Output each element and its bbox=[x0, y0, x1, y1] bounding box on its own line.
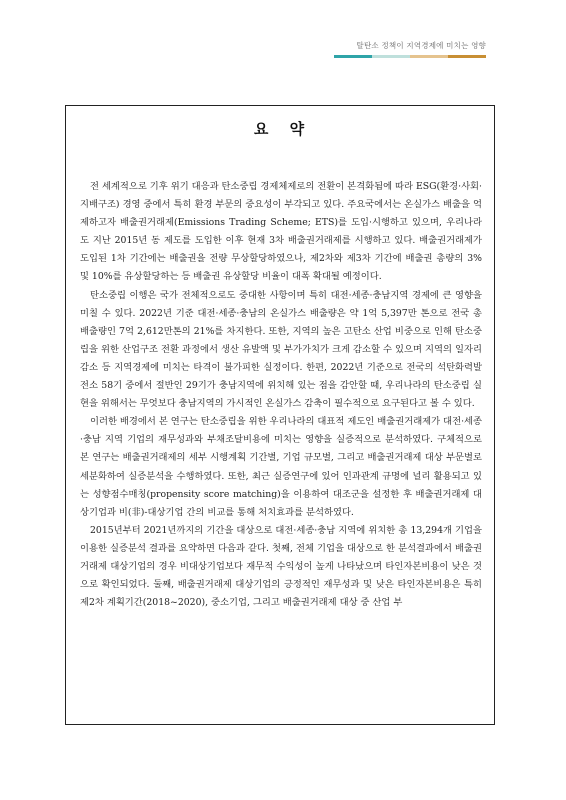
summary-paragraph: 전 세계적으로 기후 위기 대응과 탄소중립 경제체제로의 전환이 본격화됨에 따라 ESG(환경·사회·지배구조) 경영 중에서 특히 환경 부문의 중요성이 부각되고 있다. 주요국에서는 온실가스 배출을 억제하고자 배출권거래제(Emissions Trading Scheme; ETS)를 도입·시행하고 있으며, 우리나라도 지난 2015년 동 제도를 도입한 이후 현재 3차 배출권거래제를 시행하고 있다. 배출권거래제가 도입된 1차 기간에는 배출권을 전량 무상할당하였으나, 제2차와 제3차 기간에 배출권 총량의 3% 및 10%를 유상할당하는 등 배출권 유상할당 비율이 대폭 확대될 예정이다. bbox=[80, 181, 482, 283]
summary-body bbox=[80, 178, 482, 612]
rule-segment bbox=[334, 55, 372, 58]
running-header-title: 탈탄소 정책이 지역경제에 미치는 영향 bbox=[356, 41, 486, 50]
rule-segment bbox=[410, 55, 448, 58]
summary-paragraph: 2015년부터 2021년까지의 기간을 대상으로 대전·세종·충남 지역에 위치한 총 13,294개 기업을 이용한 실증분석 결과를 요약하면 다음과 같다. 첫째, 전체 기업을 대상으로 한 분석결과에서 배출권거래제 대상기업의 경우 비대상기업보다 재무적 수익성이 높게 나타났으며 타인자본비용이 낮은 것으로 확인되었다. 둘째, 배출권거래제 대상기업의 긍정적인 재무성과 및 낮은 타인자본비용은 특히 제2차 계획기간(2018~2020), 중소기업, 그리고 배출권거래제 대상 중 산업 부 bbox=[80, 524, 482, 609]
rule-segment bbox=[448, 55, 486, 58]
rule-segment bbox=[372, 55, 410, 58]
header-color-rule bbox=[334, 55, 486, 58]
summary-title: 요 약 bbox=[253, 120, 313, 138]
summary-paragraph: 탄소중립 이행은 국가 전체적으로도 중대한 사항이며 특히 대전·세종·충남지역 경제에 큰 영향을 미칠 수 있다. 2022년 기준 대전·세종·충남의 온실가스 배출량은 약 1억 5,397만 톤으로 전국 총 배출량인 7억 2,612만톤의 21%를 차지한다. 또한, 지역의 높은 고탄소 산업 비중으로 인해 탄소중립을 위한 산업구조 전환 과정에서 생산 유발액 및 부가가치가 크게 감소할 수 있으며 지역의 일자리 감소 등 지역경제에 미치는 타격이 불가피한 실정이다. 한편, 2022년 기준으로 전국의 석탄화력발전소 58기 중에서 절반인 29기가 충남지역에 위치해 있는 점을 감안할 때, 우리나라의 탄소중립 실현을 위해서는 무엇보다 충남지역의 가시적인 온실가스 감축이 필수적으로 요구된다고 볼 수 있다. bbox=[80, 289, 482, 410]
summary-paragraph: 이러한 배경에서 본 연구는 탄소중립을 위한 우리나라의 대표적 제도인 배출권거래제가 대전·세종·충남 지역 기업의 재무성과와 부채조달비용에 미치는 영향을 실증적으로 분석하였다. 구체적으로 본 연구는 배출권거래제의 세부 시행계획 기간별, 기업 규모별, 그리고 배출권거래제 대상 부문별로 세분화하여 실증분석을 수행하였다. 또한, 최근 실증연구에 있어 인과관계 규명에 널리 활용되고 있는 성향점수매칭(propensity score matching)을 이용하여 대조군을 설정한 후 배출권거래제 대상기업과 비(非)-대상기업 간의 비교를 통해 처치효과를 분석하였다. bbox=[80, 416, 482, 518]
